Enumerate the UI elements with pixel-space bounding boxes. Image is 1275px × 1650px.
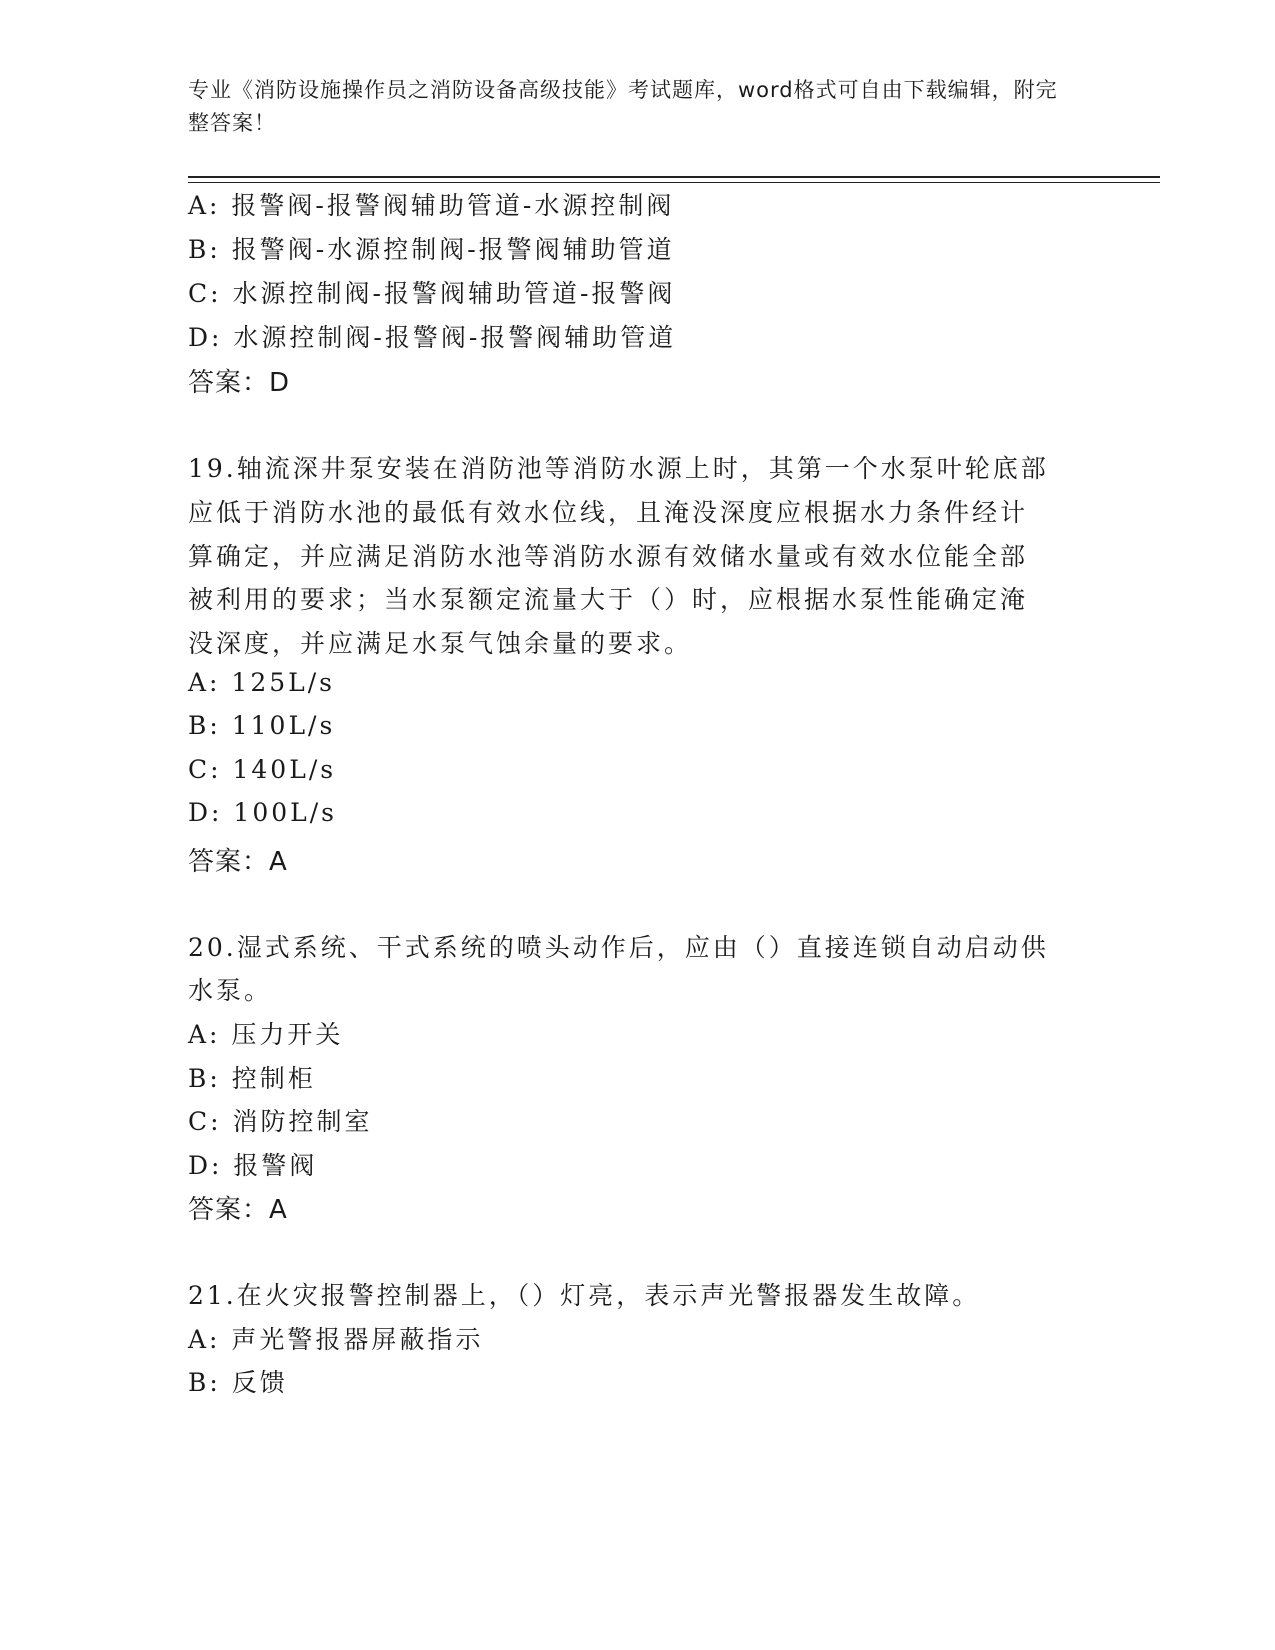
q19-stem-line-4: 被利用的要求；当水泵额定流量大于（）时，应根据水泵性能确定淹 xyxy=(188,585,1029,614)
q18-option-b: B: 报警阀-水源控制阀-报警阀辅助管道 xyxy=(188,235,675,264)
q20-answer: 答案：A xyxy=(188,1195,288,1225)
q20-stem-line-2: 水泵。 xyxy=(188,976,273,1005)
q18-option-d: D: 水源控制阀-报警阀-报警阀辅助管道 xyxy=(188,323,677,352)
q19-option-a: A: 125L/s xyxy=(188,668,335,697)
q20-option-b: B: 控制柜 xyxy=(188,1064,316,1093)
q18-option-c: C: 水源控制阀-报警阀辅助管道-报警阀 xyxy=(188,279,676,308)
q20-option-d: D: 报警阀 xyxy=(188,1151,318,1180)
q19-option-b: B: 110L/s xyxy=(188,711,336,740)
q18-option-a: A: 报警阀-报警阀辅助管道-水源控制阀 xyxy=(188,191,675,220)
q19-option-d: D: 100L/s xyxy=(188,798,337,827)
q20-option-c: C: 消防控制室 xyxy=(188,1107,373,1136)
q21-option-b: B: 反馈 xyxy=(188,1368,288,1397)
q19-stem-line-2: 应低于消防水池的最低有效水位线，且淹没深度应根据水力条件经计 xyxy=(188,498,1029,527)
document-header: 专业《消防设施操作员之消防设备高级技能》考试题库，word格式可自由下载编辑，附完整答案！ xyxy=(188,78,1058,135)
q21-option-a: A: 声光警报器屏蔽指示 xyxy=(188,1325,484,1354)
q19-answer: 答案：A xyxy=(188,847,288,877)
q18-answer: 答案：D xyxy=(188,368,291,398)
q21-stem-line-1: 21.在火灾报警控制器上，（）灯亮，表示声光警报器发生故障。 xyxy=(188,1281,981,1310)
q19-stem-line-1: 19.轴流深井泵安装在消防池等消防水源上时，其第一个水泵叶轮底部 xyxy=(188,454,1049,483)
q20-stem-line-1: 20.湿式系统、干式系统的喷头动作后，应由（）直接连锁自动启动供 xyxy=(188,933,1049,962)
header-divider-thin xyxy=(188,182,1160,183)
q19-option-c: C: 140L/s xyxy=(188,755,337,784)
q19-stem-line-3: 算确定，并应满足消防水池等消防水源有效储水量或有效水位能全部 xyxy=(188,542,1029,571)
header-divider-thick xyxy=(188,176,1160,178)
q20-option-a: A: 压力开关 xyxy=(188,1020,344,1049)
q19-stem-line-5: 没深度，并应满足水泵气蚀余量的要求。 xyxy=(188,629,693,658)
